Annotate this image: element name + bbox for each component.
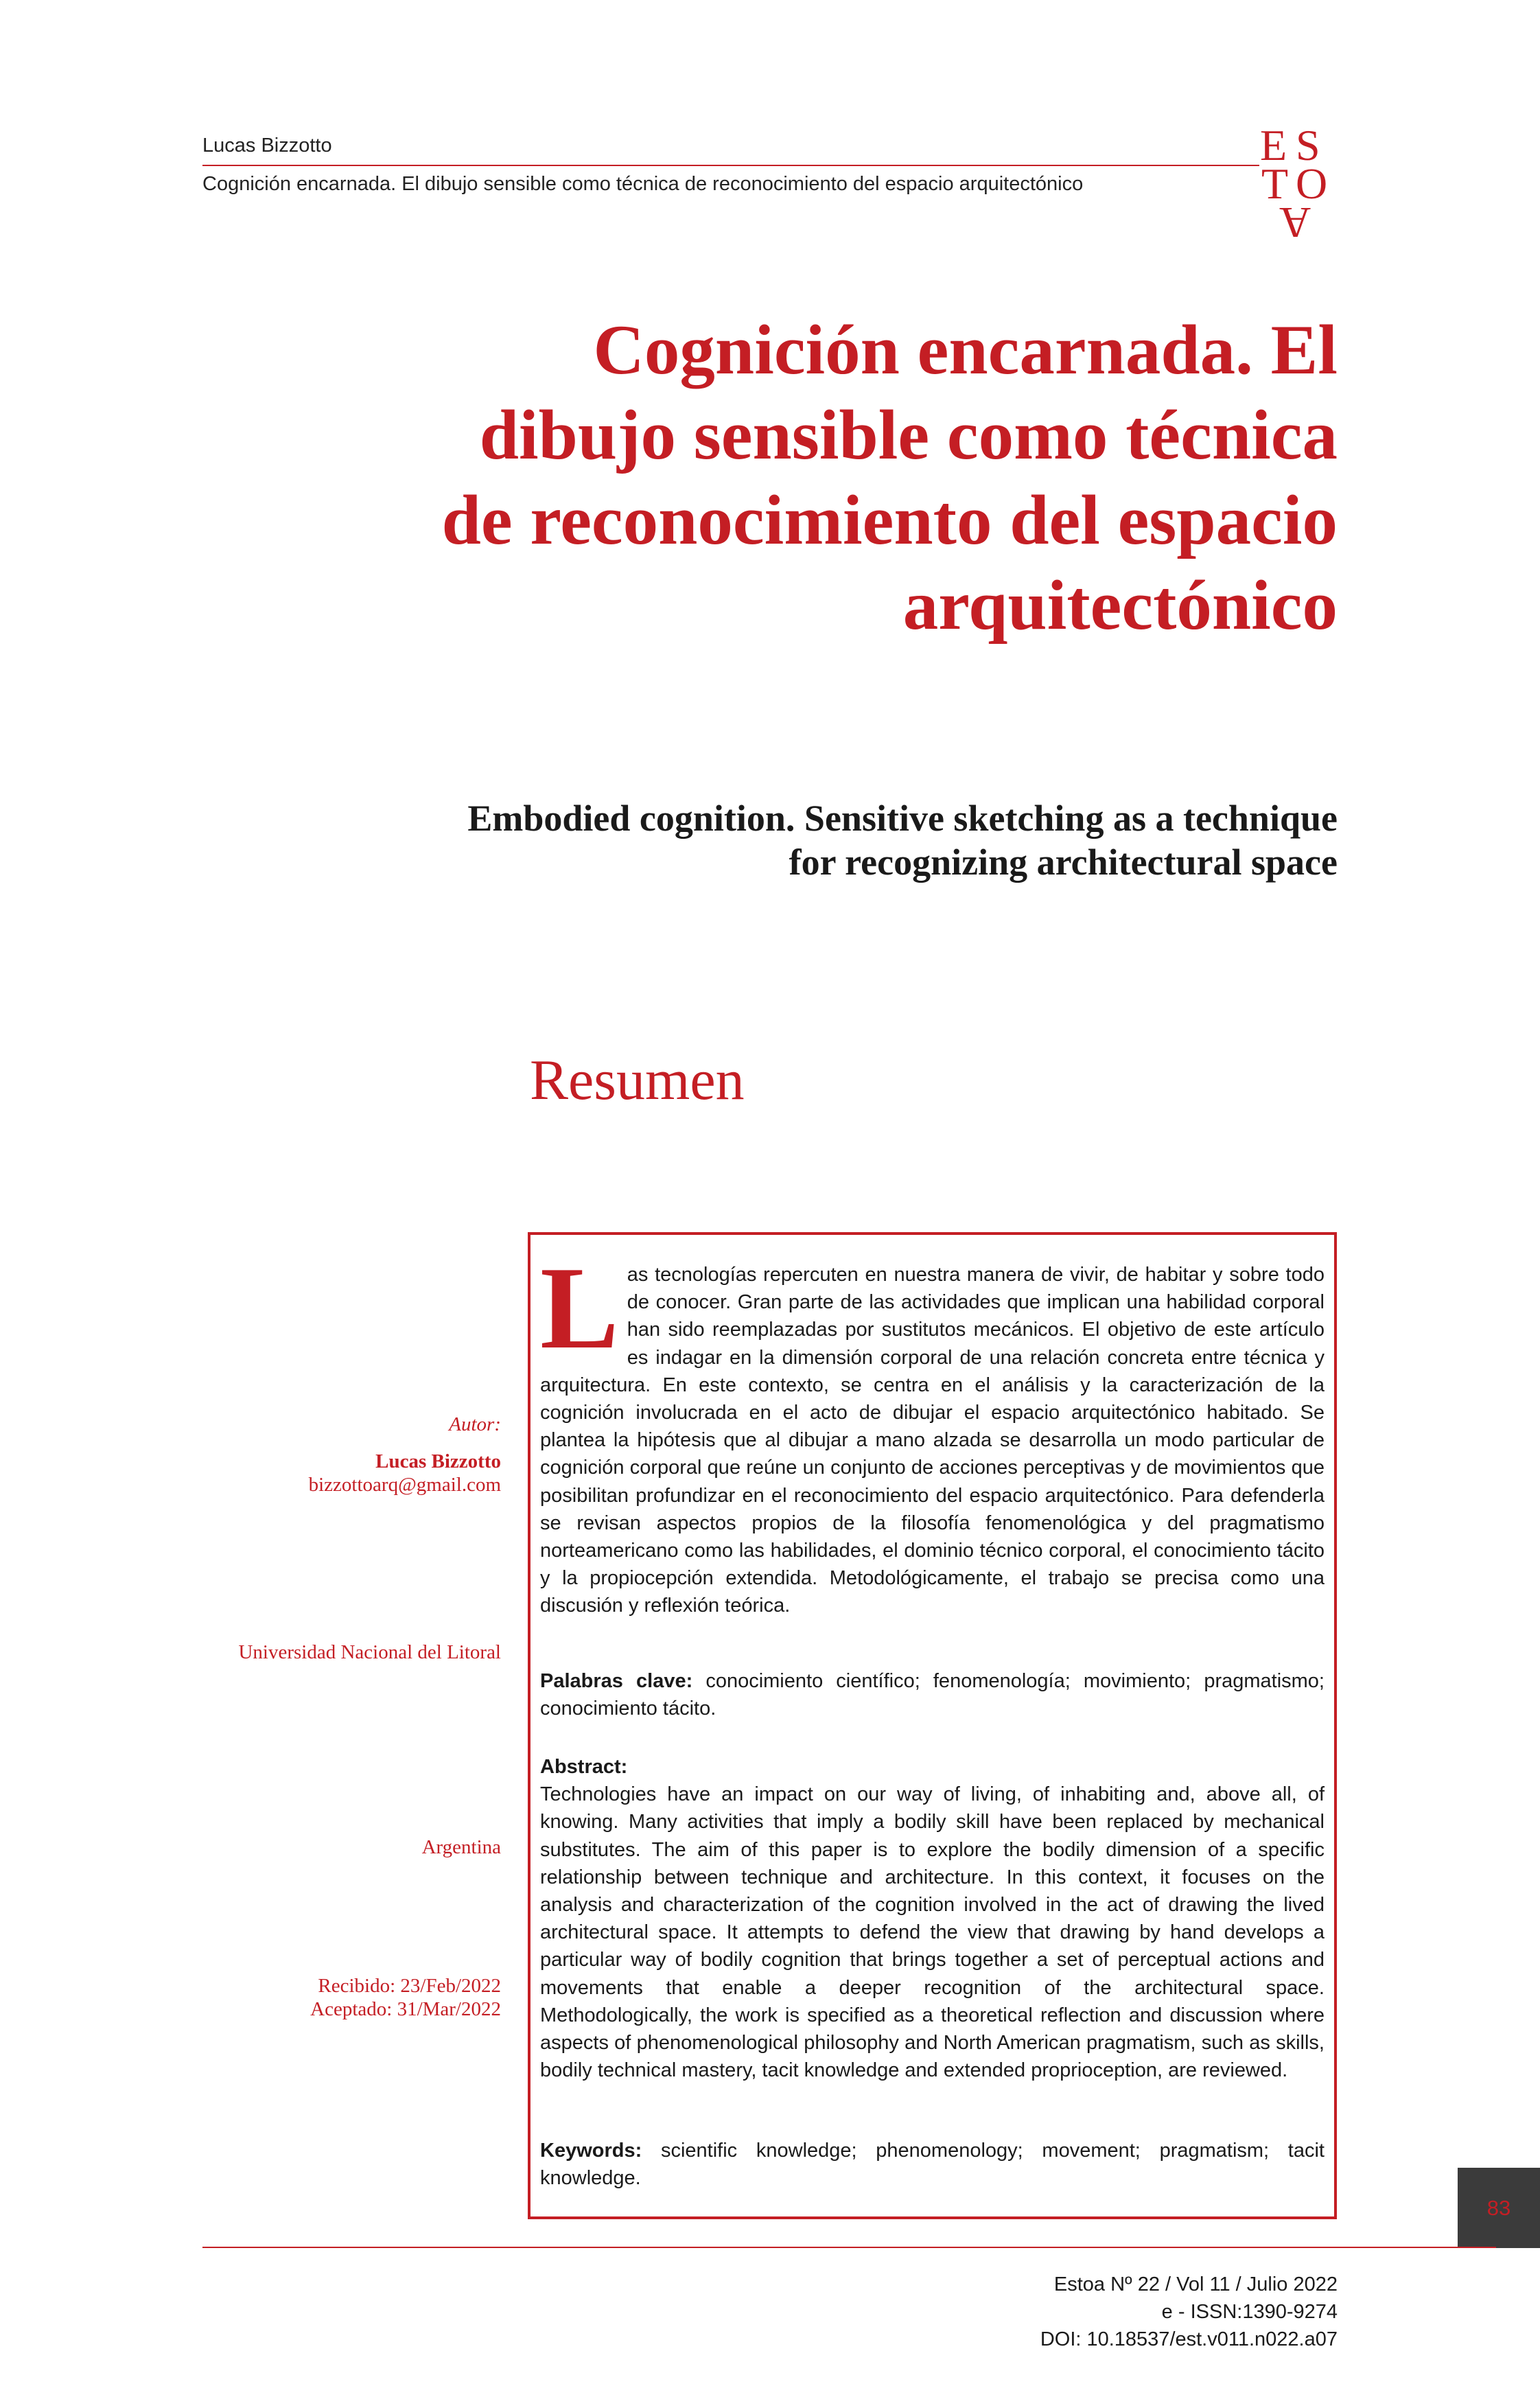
article-title-es (240, 308, 1338, 648)
logo-letter: S (1296, 121, 1320, 170)
keywords-es (540, 1667, 1325, 1722)
logo-letter: A (1279, 198, 1311, 247)
issn: e - ISSN:1390-9274 (1161, 2301, 1338, 2323)
journal-info: Estoa Nº 22 / Vol 11 / Julio 2022 (1053, 2273, 1338, 2295)
article-title-en (240, 796, 1338, 884)
author-label: Autor: (449, 1413, 501, 1435)
author-email[interactable]: bizzottoarq@gmail.com (308, 1474, 501, 1496)
author-country: Argentina (421, 1836, 501, 1858)
estoa-logo (1260, 121, 1335, 247)
resumen-heading: Resumen (530, 1048, 745, 1112)
subtitle-line: Embodied cognition. Sensitive sketching as a technique (467, 798, 1338, 839)
author-name: Lucas Bizzotto (375, 1450, 501, 1472)
author-affiliation: Universidad Nacional del Litoral (238, 1641, 501, 1663)
keywords-es-label: Palabras clave: (540, 1670, 693, 1692)
abstract-paragraph (540, 1753, 1325, 2084)
drop-cap: L (540, 1243, 619, 1374)
title-line: Cognición encarnada. El (593, 311, 1338, 389)
keywords-en (540, 2137, 1325, 2192)
doi[interactable]: DOI: 10.18537/est.v011.n022.a07 (1040, 2328, 1338, 2350)
title-line: arquitectónico (902, 566, 1338, 645)
logo-letter: E (1260, 121, 1287, 170)
logo-letter: T (1261, 159, 1289, 208)
accepted-date: Aceptado: 31/Mar/2022 (310, 1998, 501, 2020)
keywords-en-text: scientific knowledge; phenomenology; movement; pragmatism; tacit knowledge. (540, 2140, 1325, 2190)
page-number: 83 (1458, 2168, 1540, 2248)
resumen-paragraph (540, 1243, 1325, 1620)
abstract-text: Technologies have an impact on our way of living, of inhabiting and, above all, of knowing. Many activities that imply a bodily skill have been replaced by mechanical substitutes. The aim of this paper is to explore the bodily dimension of a specific relationship between technique and architecture. In this context, it focuses on the analysis and characterization of the cognition involved in the act of drawing the lived architectural space. It attempts to defend the view that drawing by hand develops a particular way of bodily cognition that brings together a set of perceptual actions and movements that enable a deeper recognition of the architectural space. Methodologically, the work is specified as a theoretical reflection and discussion where aspects of phenomenological philosophy and North American pragmatism, such as skills, bodily technical mastery, tacit knowledge and extended proprioception, are reviewed. (540, 1783, 1325, 2082)
logo-letter: O (1296, 159, 1328, 208)
running-title: Cognición encarnada. El dibujo sensible como técnica de reconocimiento del espacio arquitectónico (202, 173, 1084, 195)
footer-rule (202, 2247, 1496, 2248)
title-line: de reconocimiento del espacio (441, 481, 1338, 559)
resumen-text: as tecnologías repercuten en nuestra manera de vivir, de habitar y sobre todo de conocer. Gran parte de las actividades que implican una habilidad corporal han sido reemplazadas por sustitutos mecánicos. El objetivo de este artículo es indagar en la dimensión corporal de una relación concreta entre técnica y arquitectura. En este contexto, se centra en el análisis y la caracterización de la cognición involucrada en el acto de dibujar el espacio arquitectónico habitado. Se plantea la hipótesis que al dibujar a mano alzada se desarrolla un modo particular de cognición corporal que reúne un conjunto de acciones perceptivas y de movimientos que posibilitan profundizar en el reconocimiento del espacio arquitectónico. Para defenderla se revisan aspectos propios de la filosofía fenomenológica y del pragmatismo norteamericano como las habilidades, el dominio técnico corporal, el conocimiento tácito y la propiocepción extendida. Metodológicamente, el trabajo se precisa como una discusión y reflexión teórica. (540, 1264, 1325, 1617)
abstract-box (528, 1232, 1337, 2219)
keywords-en-label: Keywords: (540, 2140, 642, 2162)
header-rule (202, 165, 1259, 166)
keywords-es-text: conocimiento científico; fenomenología; movimiento; pragmatismo; conocimiento tácito. (540, 1670, 1325, 1720)
title-line: dibujo sensible como técnica (479, 396, 1338, 474)
abstract-label: Abstract: (540, 1756, 628, 1778)
running-author: Lucas Bizzotto (202, 135, 332, 157)
subtitle-line: for recognizing architectural space (789, 842, 1338, 883)
received-date: Recibido: 23/Feb/2022 (318, 1975, 501, 1997)
